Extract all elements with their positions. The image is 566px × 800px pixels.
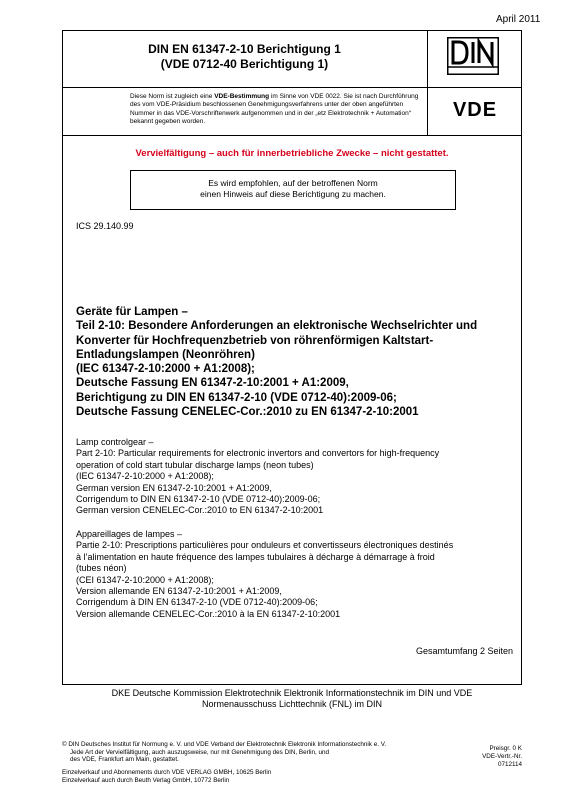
din-logo-box xyxy=(428,30,522,88)
english-title-line: (IEC 61347-2-10:2000 + A1:2008); xyxy=(76,471,214,482)
english-title-line: German version EN 61347-2-10:2001 + A1:2009, xyxy=(76,482,272,493)
note-text-bold: VDE-Bestimmung xyxy=(214,93,270,100)
note-text-start: Diese Norm ist zugleich eine xyxy=(130,93,215,100)
german-title-line: Deutsche Fassung EN 61347-2-10:2001 + A1:2009, xyxy=(76,377,349,390)
dke-line-1: DKE Deutsche Kommission Elektrotechnik Elektronik Informationstechnik im DIN und VDE xyxy=(111,688,473,698)
recommendation-box xyxy=(130,170,456,210)
dke-committee xyxy=(62,688,522,711)
copyright-notice xyxy=(62,741,482,764)
copyright-line: © DIN Deutsches Institut für Normung e. V. und VDE Verband der Elektrotechnik Elektronik Informationstechnik e. V. xyxy=(62,741,387,748)
german-title-line: Konverter für Hochfrequenzbetrieb von röhrenförmigen Kaltstart- xyxy=(76,334,434,347)
reproduction-warning: Vervielfältigung – auch für innerbetriebliche Zwecke – nicht gestattet. xyxy=(135,148,449,159)
recommendation-line-2: einen Hinweis auf diese Berichtigung zu machen. xyxy=(200,189,386,199)
vde-order-number: VDE-Vertr.-Nr. 0712114 xyxy=(482,753,522,768)
total-pages: Gesamtumfang 2 Seiten xyxy=(416,646,514,656)
french-title-line: Version allemande CENELEC-Cor.:2010 à la EN 61347-2-10:2001 xyxy=(76,608,341,619)
german-title xyxy=(76,305,516,419)
french-title-line: (tubes néon) xyxy=(76,563,127,574)
din-logo xyxy=(447,37,499,75)
standard-title-box xyxy=(62,30,428,88)
ics-code: ICS 29.140.99 xyxy=(76,221,134,231)
english-title-line: German version CENELEC-Cor.:2010 to EN 61347-2-10:2001 xyxy=(76,505,324,516)
german-title-line: (IEC 61347-2-10:2000 + A1:2008); xyxy=(76,363,255,376)
french-title-line: à l’alimentation en haute fréquence des lampes tubulaires à décharge à démarrage à froid xyxy=(76,551,435,562)
german-title-line: Berichtigung zu DIN EN 61347-2-10 (VDE 0712-40):2009-06; xyxy=(76,391,397,404)
standard-number: DIN EN 61347-2-10 Berichtigung 1 xyxy=(148,42,341,56)
price-group: Preisgr. 0 K xyxy=(489,745,522,752)
french-title-line: Appareillages de lampes – xyxy=(76,529,183,539)
english-title xyxy=(76,437,516,517)
french-title-line: Version allemande EN 61347-2-10:2001 + A1:2009, xyxy=(76,586,282,597)
publication-date: April 2011 xyxy=(496,14,541,25)
english-title-line: Corrigendum to DIN EN 61347-2-10 (VDE 0712-40):2009-06; xyxy=(76,494,321,505)
english-title-line: operation of cold start tubular discharge lamps (neon tubes) xyxy=(76,459,314,470)
dke-line-2: Normenausschuss Lichttechnik (FNL) im DIN xyxy=(201,699,383,710)
recommendation-line-1: Es wird empfohlen, auf der betroffenen Norm xyxy=(208,178,378,188)
german-title-line: Entladungslampen (Neonröhren) xyxy=(76,348,255,361)
german-title-line: Geräte für Lampen – xyxy=(76,306,188,318)
copyright-line: des VDE, Frankfurt am Main, gestattet. xyxy=(70,756,179,764)
english-title-line: Lamp controlgear – xyxy=(76,437,154,447)
note-text-end: im Sinne von VDE 0022. Sie ist nach Durchführung des vom VDE-Präsidium beschlossenen Genehmigungsverfahrens unter der oben angeführten Nummer in das VDE-Vorschriftenwerk aufgenommen und in der „etz Elektrotechnik + Automation“ bekannt gegeben worden. xyxy=(130,93,419,125)
french-title-line: (CEI 61347-2-10:2000 + A1:2008); xyxy=(76,574,214,585)
vde-regulation-note xyxy=(62,88,428,136)
sales-info-beuth: Einzelverkauf auch durch Beuth Verlag GmbH, 10772 Berlin xyxy=(62,777,230,784)
vde-logo: VDE xyxy=(428,88,522,136)
german-title-line: Teil 2-10: Besondere Anforderungen an elektronische Wechselrichter und xyxy=(76,320,478,333)
copyright-line: Jede Art der Vervielfältigung, auch auszugsweise, nur mit Genehmigung des DIN, Berlin, und xyxy=(70,748,330,756)
french-title xyxy=(76,529,516,620)
price-info xyxy=(460,745,522,769)
english-title-line: Part 2-10: Particular requirements for electronic invertors and convertors for high-frequency xyxy=(76,448,440,459)
german-title-line: Deutsche Fassung CENELEC-Cor.:2010 zu EN 61347-2-10:2001 xyxy=(76,406,419,419)
vde-classification: (VDE 0712-40 Berichtigung 1) xyxy=(160,57,329,71)
french-title-line: Corrigendum à DIN EN 61347-2-10 (VDE 0712-40):2009-06; xyxy=(76,597,318,608)
sales-info-vde: Einzelverkauf und Abonnements durch VDE VERLAG GMBH, 10625 Berlin xyxy=(62,769,272,776)
french-title-line: Partie 2-10: Prescriptions particulières pour onduleurs et convertisseurs électroniques destinés xyxy=(76,540,454,551)
